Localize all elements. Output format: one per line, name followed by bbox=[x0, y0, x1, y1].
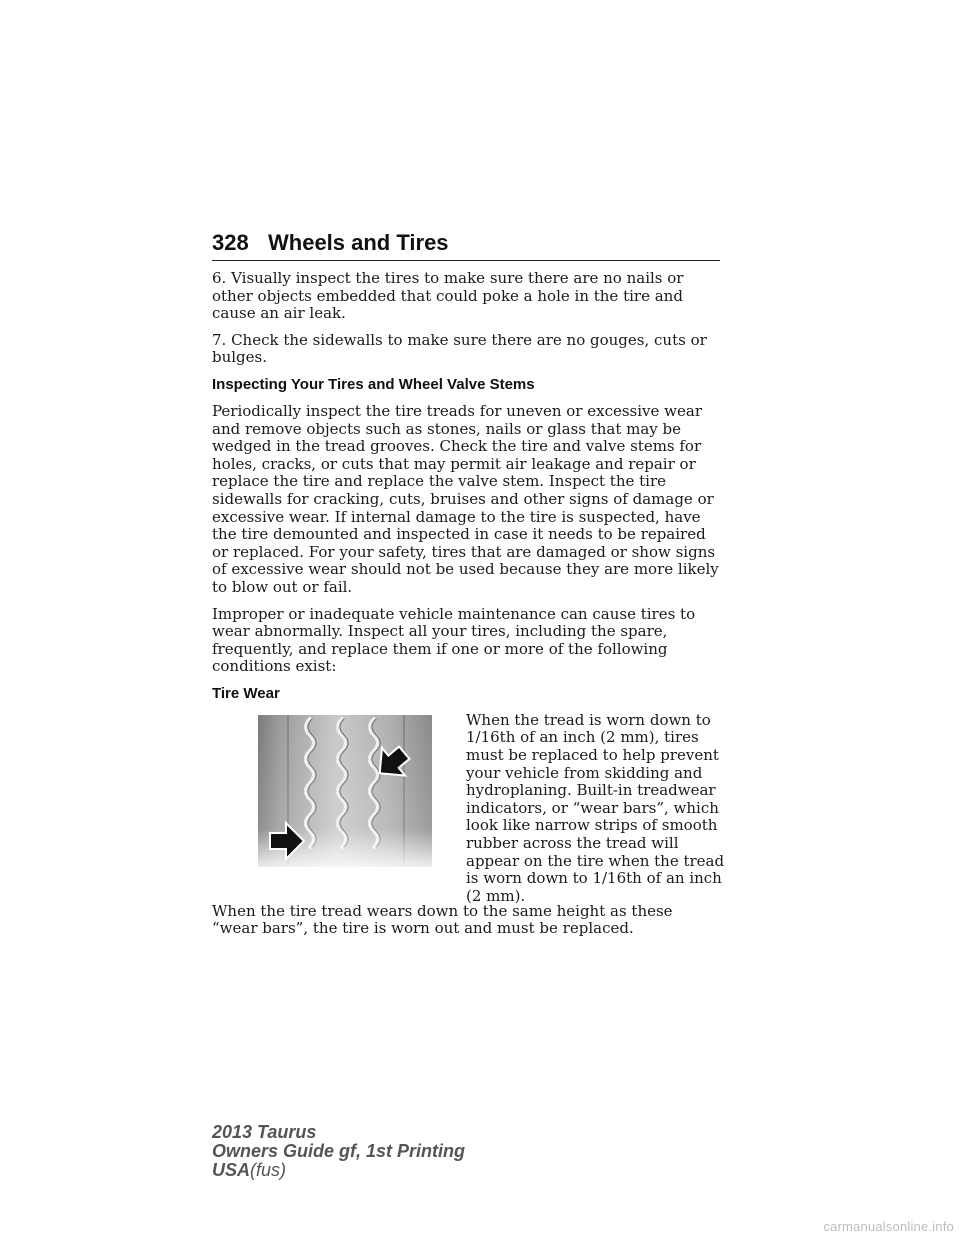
footer-country: USA bbox=[212, 1160, 251, 1180]
tire-tread-svg bbox=[258, 715, 432, 867]
site-watermark: carmanualsonline.info bbox=[823, 1219, 954, 1234]
page-number: 328 bbox=[212, 230, 249, 255]
footer-region-code: (fus) bbox=[250, 1160, 287, 1180]
heading-tire-wear: Tire Wear bbox=[212, 684, 280, 702]
footer-guide-edition: Owners Guide gf, 1st Printing bbox=[212, 1141, 466, 1161]
tire-wear-description: When the tread is worn down to 1/16th of an inch (2 mm), tires must be replaced to help prevent your vehicle from skidding and hydroplaning. Built-in treadwear indicators, or “wear bars”, which look like narrow strips of smooth rubber across the tread will appear on the tire when the tread is worn down to 1/16th of an inch (2 mm). bbox=[466, 710, 725, 905]
footer-region bbox=[212, 1161, 465, 1180]
heading-inspecting-tires: Inspecting Your Tires and Wheel Valve Stems bbox=[212, 375, 535, 393]
section-title: Wheels and Tires bbox=[268, 230, 449, 255]
page-header bbox=[212, 228, 720, 261]
step-7: 7. Check the sidewalls to make sure there are no gouges, cuts or bulges. bbox=[212, 330, 707, 367]
paragraph-improper-maintenance: Improper or inadequate vehicle maintenance can cause tires to wear abnormally. Inspect all your tires, including the spare, frequently, and replace them if one or more of the following conditions exist: bbox=[212, 604, 696, 676]
document-footer bbox=[212, 1123, 465, 1180]
page-body bbox=[212, 269, 725, 947]
footer-model: 2013 Taurus bbox=[212, 1122, 317, 1142]
paragraph-periodic-inspection: Periodically inspect the tire treads for uneven or excessive wear and remove objects such as stones, nails or glass that may be wedged in the tread grooves. Check the tire and valve stems for holes, cracks, or cuts that may permit air leakage and repair or replace the tire and replace the valve stem. Inspect the tire sidewalls for cracking, cuts, bruises and other signs of damage or excessive wear. If internal damage to the tire is suspected, have the tire demounted and inspected in case it needs to be repaired or replaced. For your safety, tires that are damaged or show signs of excessive wear should not be used because they are more likely to blow out or fail. bbox=[212, 401, 719, 596]
tire-tread-illustration bbox=[258, 715, 432, 867]
step-6: 6. Visually inspect the tires to make sure there are no nails or other objects embedded that could poke a hole in the tire and cause an air leak. bbox=[212, 269, 684, 323]
tire-wear-section bbox=[212, 710, 725, 905]
paragraph-wear-bars: When the tire tread wears down to the same height as these “wear bars”, the tire is worn out and must be replaced. bbox=[212, 901, 673, 938]
